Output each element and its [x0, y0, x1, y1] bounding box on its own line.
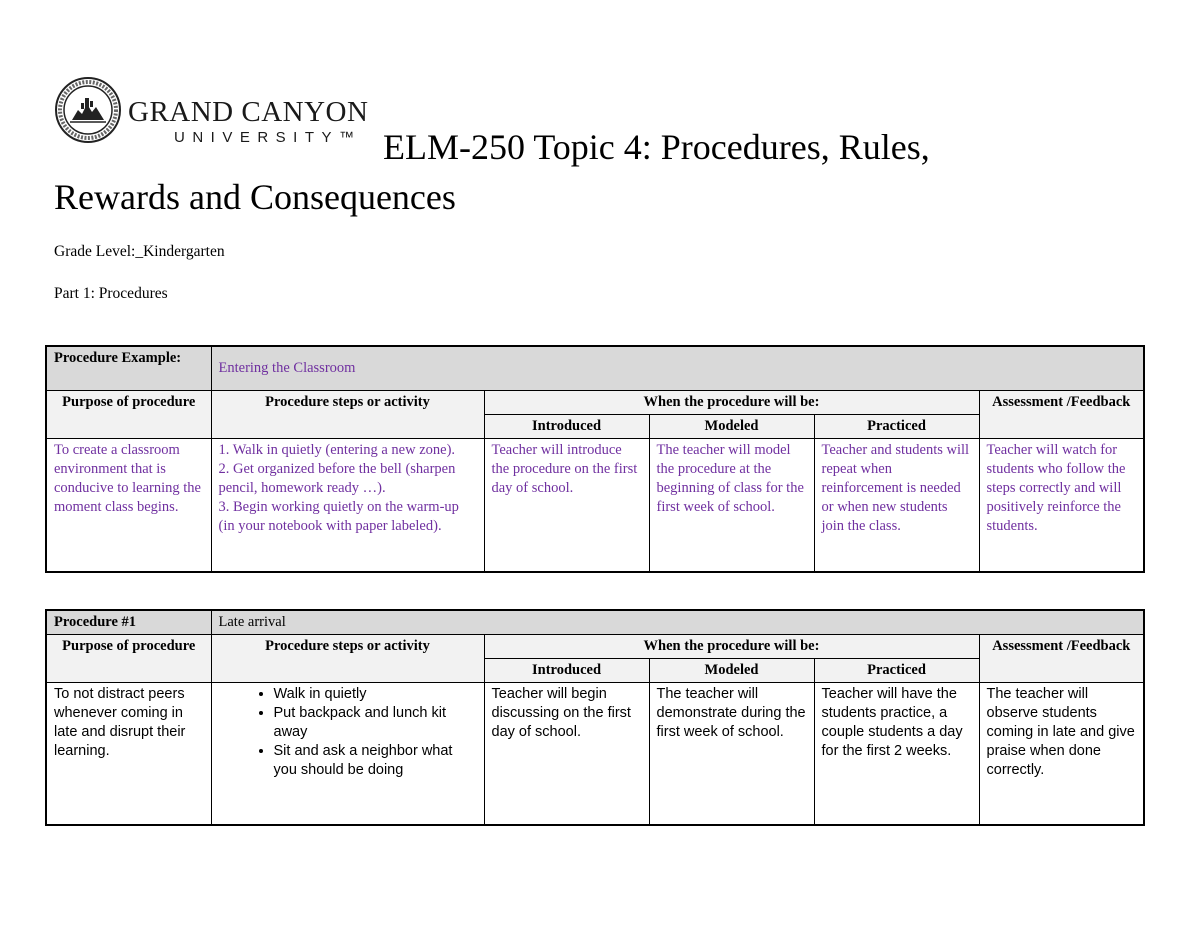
header-purpose: Purpose of procedure [46, 390, 211, 438]
procedure-1-modeled: The teacher will demonstrate during the first week of school. [649, 683, 814, 825]
example-modeled: The teacher will model the procedure at the beginning of class for the first week of school. [649, 438, 814, 572]
header-introduced: Introduced [484, 659, 649, 683]
header-modeled: Modeled [649, 659, 814, 683]
procedure-1-assessment: The teacher will observe students coming in late and give praise when done correctly. [979, 683, 1144, 825]
header-modeled: Modeled [649, 414, 814, 438]
procedure-1-label: Procedure #1 [46, 610, 211, 635]
logo-name: GRAND CANYON [128, 96, 369, 128]
part-heading: Part 1: Procedures [54, 285, 168, 302]
procedure-example-label: Procedure Example: [46, 346, 211, 390]
procedure-1-steps [211, 683, 484, 825]
example-step: 1. Walk in quietly (entering a new zone). [218, 441, 456, 458]
header-when: When the procedure will be: [484, 635, 979, 659]
header-purpose: Purpose of procedure [46, 635, 211, 683]
header-steps: Procedure steps or activity [211, 390, 484, 438]
header-practiced: Practiced [814, 414, 979, 438]
logo-subtitle: UNIVERSITY™ [174, 129, 362, 146]
procedure-1-introduced: Teacher will begin discussing on the first day of school. [484, 683, 649, 825]
university-logo [54, 76, 374, 146]
procedure-example-table [45, 345, 1145, 573]
example-steps [211, 438, 484, 572]
header-assessment: Assessment /Feedback [979, 390, 1144, 438]
header-introduced: Introduced [484, 414, 649, 438]
document-title-line2: Rewards and Consequences [54, 177, 456, 217]
procedure-1-purpose: To not distract peers whenever coming in late and disrupt their learning. [46, 683, 211, 825]
document-title-line1: ELM-250 Topic 4: Procedures, Rules, [383, 127, 930, 167]
header-practiced: Practiced [814, 659, 979, 683]
header-steps: Procedure steps or activity [211, 635, 484, 683]
procedure-example-name: Entering the Classroom [211, 346, 1144, 390]
example-step: 3. Begin working quietly on the warm-up (in your notebook with paper labeled). [218, 498, 459, 534]
grade-level: Grade Level:_Kindergarten [54, 243, 225, 260]
procedure-1-step: • Put backpack and lunch kit away [274, 704, 477, 742]
university-seal-icon [54, 76, 122, 144]
procedure-1-step: • Walk in quietly [274, 685, 477, 704]
example-introduced: Teacher will introduce the procedure on the first day of school. [484, 438, 649, 572]
header-assessment: Assessment /Feedback [979, 635, 1144, 683]
procedure-1-name: Late arrival [211, 610, 1144, 635]
procedure-1-practiced: Teacher will have the students practice, a couple students a day for the first 2 weeks. [814, 683, 979, 825]
example-step: 2. Get organized before the bell (sharpen pencil, homework ready …). [218, 460, 456, 496]
header-when: When the procedure will be: [484, 390, 979, 414]
example-practiced: Teacher and students will repeat when reinforcement is needed or when new students join the class. [814, 438, 979, 572]
procedure-1-step: • Sit and ask a neighbor what you should be doing [274, 742, 477, 780]
example-purpose: To create a classroom environment that is conducive to learning the moment class begins. [46, 438, 211, 572]
procedure-1-table [45, 609, 1145, 826]
example-assessment: Teacher will watch for students who follow the steps correctly and will positively reinforce the students. [979, 438, 1144, 572]
